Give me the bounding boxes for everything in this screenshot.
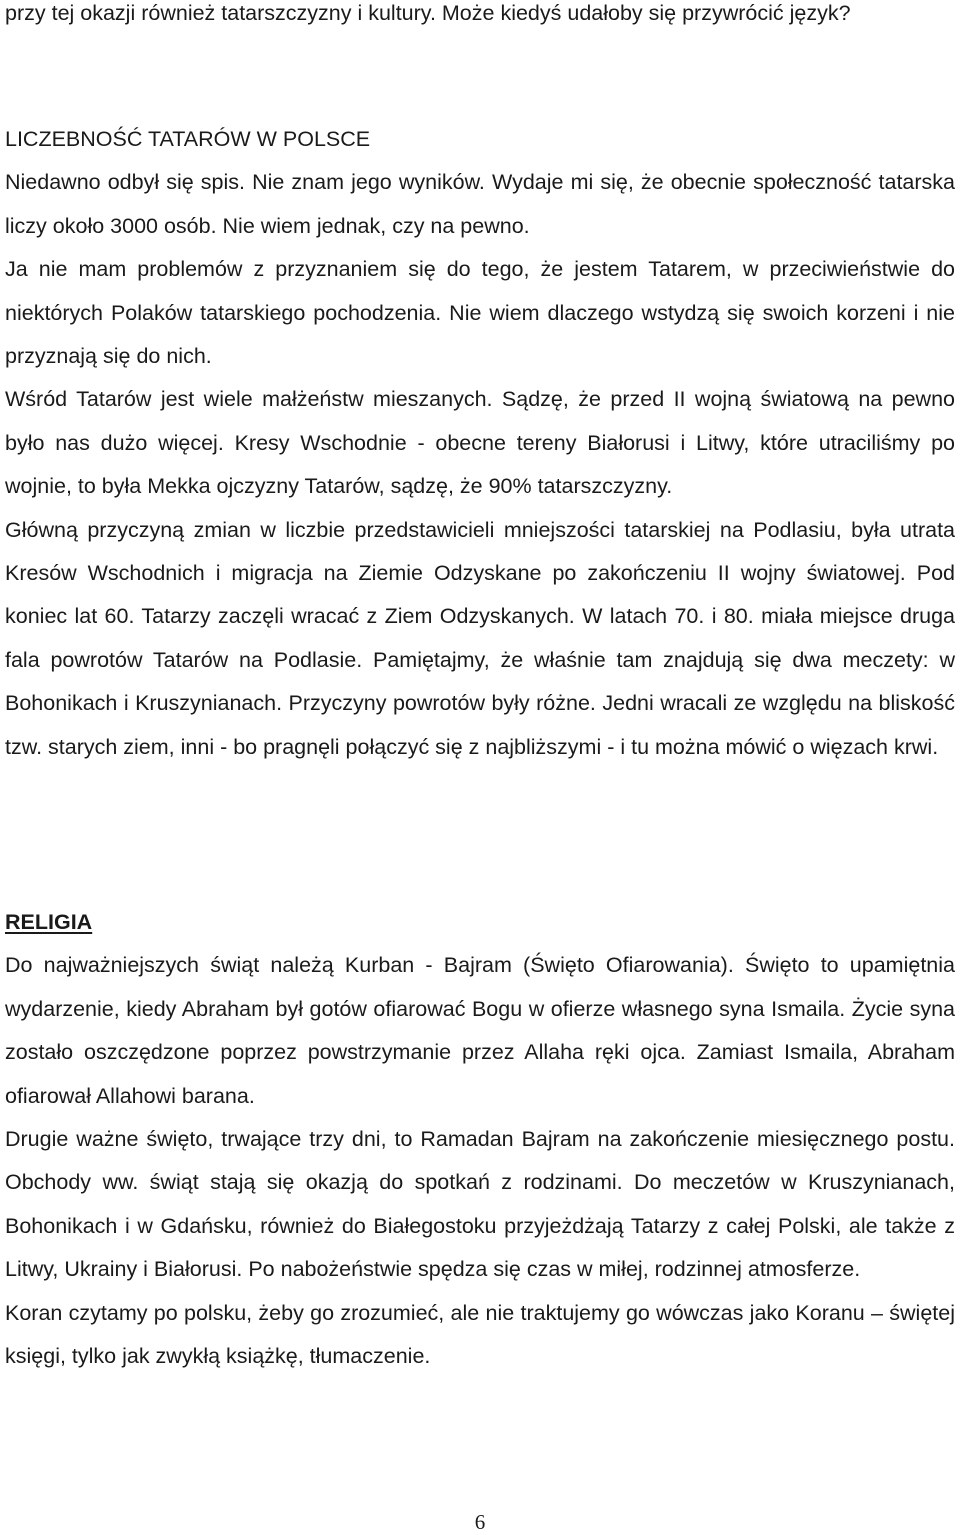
section-liczebnosc: [5, 118, 955, 769]
intro-paragraph: przy tej okazji również tatarszczyzny i kultury. Może kiedyś udałoby się przywrócić język?: [5, 1, 851, 25]
page-number: 6: [474, 1510, 486, 1534]
paragraph: Wśród Tatarów jest wiele małżeństw mieszanych. Sądzę, że przed II wojną światową na pewno było nas dużo więcej. Kresy Wschodnie - obecne tereny Białorusi i Litwy, które utraciliśmy po wojnie, to była Mekka ojczyzny Tatarów, sądzę, że 90% tatarszczyzny.: [5, 387, 955, 499]
intro-section: [5, 0, 955, 35]
section-heading-religia: RELIGIA: [5, 910, 93, 934]
paragraph: Koran czytamy po polsku, żeby go zrozumieć, ale nie traktujemy go wówczas jako Koranu – świętej księgi, tylko jak zwykłą książkę, tłumaczenie.: [5, 1300, 955, 1369]
paragraph: Ja nie mam problemów z przyznaniem się do tego, że jestem Tatarem, w przeciwieństwie do niektórych Polaków tatarskiego pochodzenia. Nie wiem dlaczego wstydzą się swoich korzeni i nie przyznają się do nich.: [5, 257, 955, 369]
paragraph: Drugie ważne święto, trwające trzy dni, to Ramadan Bajram na zakończenie miesięcznego postu. Obchody ww. świąt stają się okazją do spotkań z rodzinami. Do meczetów w Kruszynianach, Bohonikach i w Gdańsku, również do Białegostoku przyjeżdżają Tatarzy z całej Polski, ale także z Litwy, Ukrainy i Białorusi. Po nabożeństwie spędza się czas w miłej, rodzinnej atmosferze.: [5, 1127, 955, 1282]
paragraph: Niedawno odbył się spis. Nie znam jego wyników. Wydaje mi się, że obecnie społeczność tatarska liczy około 3000 osób. Nie wiem jednak, czy na pewno.: [5, 170, 955, 238]
paragraph: Do najważniejszych świąt należą Kurban - Bajram (Święto Ofiarowania). Święto to upamiętnia wydarzenie, kiedy Abraham był gotów ofiarować Bogu w ofierze własnego syna Ismaila. Życie syna zostało oszczędzone poprzez powstrzymanie przez Allaha ręki ojca. Zamiast Ismaila, Abraham ofiarował Allahowi barana.: [5, 953, 955, 1108]
paragraph: Główną przyczyną zmian w liczbie przedstawicieli mniejszości tatarskiej na Podlasiu, była utrata Kresów Wschodnich i migracja na Ziemie Odzyskane po zakończeniu II wojny światowej. Pod koniec lat 60. Tatarzy zaczęli wracać z Ziem Odzyskanych. W latach 70. i 80. miała miejsce druga fala powrotów Tatarów na Podlasie. Pamiętajmy, że właśnie tam znajdują się dwa meczety: w Bohonikach i Kruszynianach. Przyczyny powrotów były różne. Jedni wracali ze względu na bliskość tzw. starych ziem, inni - bo pragnęli połączyć się z najbliższymi - i tu można mówić o więzach krwi.: [5, 517, 955, 759]
section-heading-liczebnosc: LICZEBNOŚĆ TATARÓW W POLSCE: [5, 127, 371, 151]
section-religia: [5, 901, 955, 1378]
